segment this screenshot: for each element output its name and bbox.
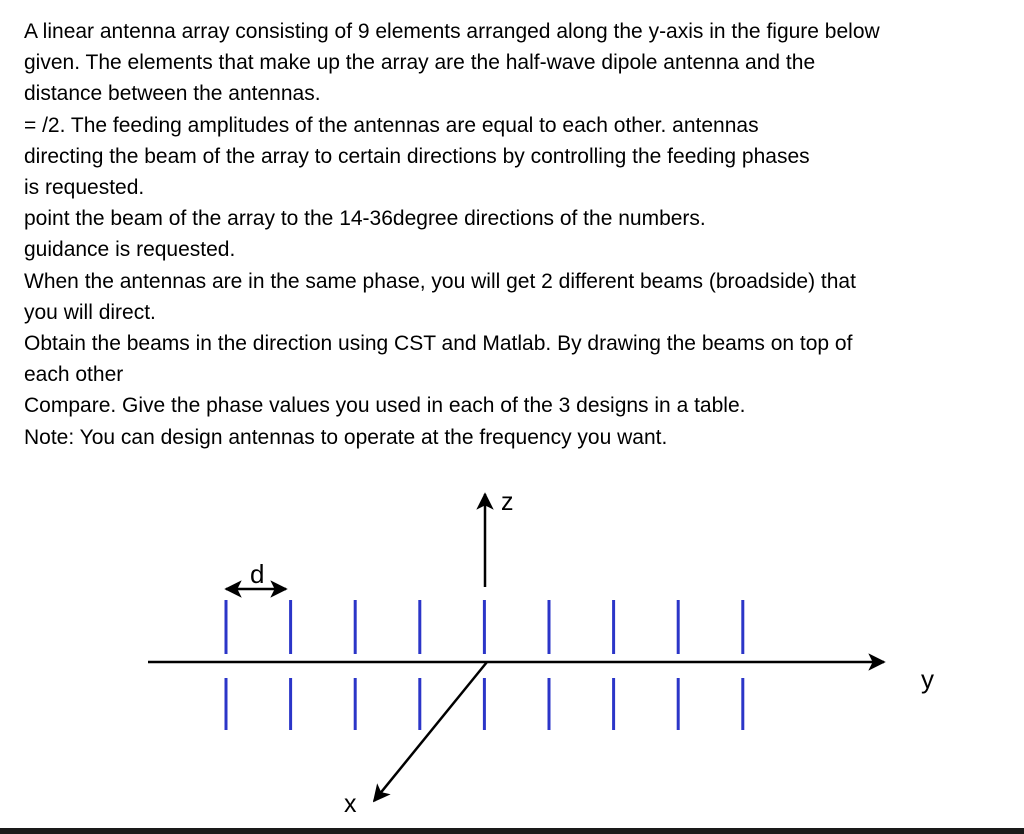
problem-line-4: = /2. The feeding amplitudes of the antennas are equal to each other. antennas [24, 113, 759, 137]
problem-line-12: each other [24, 363, 124, 387]
y-axis-label: y [921, 664, 934, 694]
problem-line-1: A linear antenna array consisting of 9 elements arranged along the y-axis in the figure below [24, 20, 880, 43]
x-axis-line [374, 662, 487, 801]
bottom-divider [0, 828, 1024, 834]
problem-line-2: given. The elements that make up the array are the half-wave dipole antenna and the [24, 51, 816, 75]
problem-line-5: directing the beam of the array to certain directions by controlling the feeding phases [24, 144, 810, 168]
x-axis-label: x [344, 790, 357, 818]
problem-line-6: is requested. [24, 176, 145, 200]
z-axis-label: z [501, 488, 514, 516]
problem-line-10: you will direct. [24, 300, 156, 324]
problem-line-13: Compare. Give the phase values you used in each of the 3 designs in a table. [24, 394, 746, 418]
problem-line-14: Note: You can design antennas to operate at the frequency you want. [24, 425, 668, 449]
problem-line-9: When the antennas are in the same phase, you will get 2 different beams (broadside) that [24, 269, 856, 293]
spacing-label: d [250, 559, 265, 589]
problem-line-11: Obtain the beams in the direction using CST and Matlab. By drawing the beams on top of [24, 332, 853, 356]
problem-line-7: point the beam of the array to the 14-36degree directions of the numbers. [24, 207, 706, 231]
problem-line-3: distance between the antennas. [24, 82, 321, 106]
problem-line-8: guidance is requested. [24, 238, 236, 262]
